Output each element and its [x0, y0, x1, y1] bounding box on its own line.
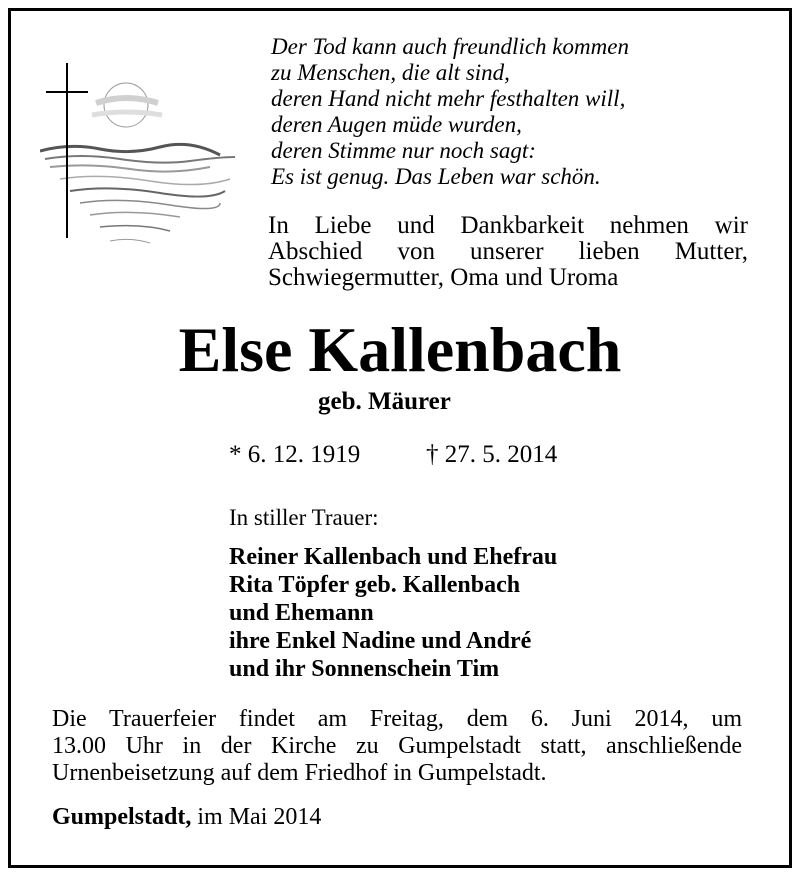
birth-date: * 6. 12. 1919	[229, 441, 361, 468]
date: im Mai 2014	[197, 804, 322, 830]
ceremony-line: Urnenbeisetzung auf dem Friedhof in Gumpelstadt.	[52, 760, 547, 786]
death-date: † 27. 5. 2014	[426, 441, 558, 468]
cross-landscape-illustration	[40, 63, 240, 263]
poem-line: deren Hand nicht mehr festhalten will,	[271, 86, 626, 111]
ceremony-line: 13.00 Uhr in der Kirche zu Gumpelstadt statt, anschließende	[52, 733, 742, 759]
mourner-line: und Ehemann	[229, 600, 374, 626]
mourner-line: Rita Töpfer geb. Kallenbach	[229, 572, 521, 598]
ceremony-line: Die Trauerfeier findet am Freitag, dem 6. Juni 2014, um	[52, 706, 742, 732]
maiden-name: geb. Mäurer	[318, 388, 451, 415]
place-date	[52, 804, 321, 831]
intro-line: In Liebe und Dankbarkeit nehmen wir	[268, 212, 748, 239]
place: Gumpelstadt,	[52, 804, 192, 830]
poem-line: deren Augen müde wurden,	[271, 112, 522, 137]
mourner-line: und ihr Sonnenschein Tim	[229, 656, 500, 682]
poem-line: Es ist genug. Das Leben war schön.	[271, 164, 601, 189]
mourner-line: ihre Enkel Nadine und André	[229, 628, 532, 654]
intro-line: Abschied von unserer lieben Mutter,	[268, 238, 748, 265]
deceased-name: Else Kallenbach	[178, 314, 622, 385]
poem-line: Der Tod kann auch freundlich kommen	[271, 34, 629, 59]
mourners-list	[229, 543, 557, 683]
mourners-heading: In stiller Trauer:	[229, 505, 379, 530]
poem-line: deren Stimme nur noch sagt:	[271, 138, 536, 163]
ceremony-text	[52, 706, 742, 787]
poem-line: zu Menschen, die alt sind,	[271, 60, 510, 85]
intro-line: Schwiegermutter, Oma und Uroma	[268, 264, 619, 291]
intro-text	[268, 213, 748, 291]
poem	[271, 34, 629, 190]
mourner-line: Reiner Kallenbach und Ehefrau	[229, 544, 558, 570]
